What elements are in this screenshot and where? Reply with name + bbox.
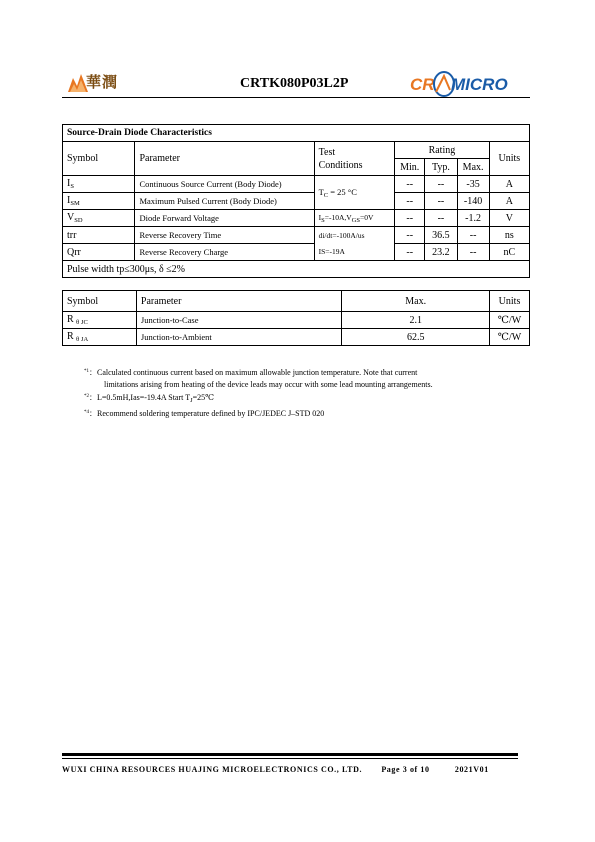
company-logo-right bbox=[406, 70, 510, 98]
condition-cell: $T_C = 25$ °C bbox=[314, 176, 395, 210]
footer-divider-thick bbox=[62, 753, 518, 756]
unit-cell: V bbox=[489, 210, 529, 227]
thermal-resistance-table bbox=[62, 290, 530, 346]
typ-cell: -- bbox=[425, 210, 457, 227]
symbol-header: Symbol bbox=[63, 142, 135, 176]
footnotes bbox=[84, 366, 514, 420]
max-cell: -- bbox=[457, 227, 489, 244]
pulse-width-note: Pulse width tp≤300μs, δ ≤2% bbox=[63, 261, 530, 278]
max-header: Max. bbox=[342, 291, 490, 312]
table-row bbox=[63, 312, 530, 329]
unit-cell: nC bbox=[489, 244, 529, 261]
units-header: Units bbox=[490, 291, 530, 312]
footer-company: WUXI CHINA RESOURCES HUAJING MICROELECTRONICS CO., LTD. bbox=[62, 765, 363, 774]
table-row bbox=[63, 329, 530, 346]
rating-header: Rating bbox=[395, 142, 490, 159]
typ-header: Typ. bbox=[425, 159, 457, 176]
units-header: Units bbox=[489, 142, 529, 176]
parameter-cell: Junction-to-Ambient bbox=[136, 329, 342, 346]
max-cell: -35 bbox=[457, 176, 489, 193]
min-cell: -- bbox=[395, 193, 425, 210]
company-logo-left bbox=[68, 70, 126, 96]
max-cell: 2.1 bbox=[342, 312, 490, 329]
min-cell: -- bbox=[395, 210, 425, 227]
max-cell: -- bbox=[457, 244, 489, 261]
typ-cell: 36.5 bbox=[425, 227, 457, 244]
logo-chinese-text: 華潤 bbox=[86, 75, 119, 91]
footer-page-number: Page 3 of 10 bbox=[381, 765, 430, 774]
footnote-4: $^{*4}$：Recommend soldering temperature defined by IPC/JEDEC J–STD 020 bbox=[84, 409, 325, 418]
test-conditions-header bbox=[314, 142, 395, 176]
min-cell: -- bbox=[395, 176, 425, 193]
parameter-header: Parameter bbox=[136, 291, 342, 312]
symbol-cell: $V_{SD}$ bbox=[63, 210, 135, 227]
document-title: CRTK080P03L2P bbox=[240, 76, 349, 91]
max-cell: -1.2 bbox=[457, 210, 489, 227]
parameter-header: Parameter bbox=[135, 142, 314, 176]
typ-cell: 23.2 bbox=[425, 244, 457, 261]
section-title: Source-Drain Diode Characteristics bbox=[63, 125, 530, 142]
logo-micro-text: MICRO bbox=[451, 75, 508, 94]
parameter-cell: Reverse Recovery Charge bbox=[135, 244, 314, 261]
max-cell: 62.5 bbox=[342, 329, 490, 346]
table-row bbox=[63, 176, 530, 193]
symbol-cell: R $_{\theta JC}$ bbox=[63, 312, 137, 329]
typ-cell: -- bbox=[425, 193, 457, 210]
symbol-cell: R $_{\theta JA}$ bbox=[63, 329, 137, 346]
table-row bbox=[63, 193, 530, 210]
unit-cell: ns bbox=[489, 227, 529, 244]
footer-version: 2021V01 bbox=[454, 765, 489, 774]
test-header-line2: Conditions bbox=[318, 159, 363, 171]
condition-cell: IS=-10A,VGS=0V bbox=[314, 210, 395, 227]
mountain-logo-icon bbox=[68, 70, 88, 94]
page-footer bbox=[62, 765, 518, 774]
footnote-2: $^{*2}$：L=0.5mH,Ias=-19.4A Start $T_J=25℃$ bbox=[84, 393, 215, 404]
parameter-cell: Continuous Source Current (Body Diode) bbox=[135, 176, 314, 193]
typ-cell: -- bbox=[425, 176, 457, 193]
symbol-cell: $I_{SM}$ bbox=[63, 193, 135, 210]
footnote-1: $^{*1}$：Calculated continuous current based on maximum allowable junction temperature. Note that current bbox=[84, 368, 418, 377]
unit-cell: ℃/W bbox=[490, 312, 530, 329]
symbol-cell: trr bbox=[63, 227, 135, 244]
header-divider bbox=[62, 97, 530, 98]
min-cell: -- bbox=[395, 244, 425, 261]
parameter-cell: Reverse Recovery Time bbox=[135, 227, 314, 244]
symbol-header: Symbol bbox=[63, 291, 137, 312]
condition-cell: di/dt=-100A/us IS=-19A bbox=[314, 227, 395, 261]
logo-cr-text: CR bbox=[410, 75, 435, 94]
max-cell: -140 bbox=[457, 193, 489, 210]
parameter-cell: Diode Forward Voltage bbox=[135, 210, 314, 227]
symbol-cell: $I_S$ bbox=[63, 176, 135, 193]
table-row bbox=[63, 227, 530, 244]
table-row bbox=[63, 244, 530, 261]
unit-cell: ℃/W bbox=[490, 329, 530, 346]
unit-cell: A bbox=[489, 176, 529, 193]
parameter-cell: Junction-to-Case bbox=[136, 312, 342, 329]
symbol-cell: Qrr bbox=[63, 244, 135, 261]
min-cell: -- bbox=[395, 227, 425, 244]
unit-cell: A bbox=[489, 193, 529, 210]
max-header: Max. bbox=[457, 159, 489, 176]
test-header-line1: Test bbox=[318, 146, 336, 158]
table-row bbox=[63, 210, 530, 227]
parameter-cell: Maximum Pulsed Current (Body Diode) bbox=[135, 193, 314, 210]
diode-characteristics-table bbox=[62, 124, 530, 278]
footnote-1-continued: limitations arising from heating of the device leads may occur with some lead mounting arrangements. bbox=[104, 380, 433, 389]
min-header: Min. bbox=[395, 159, 425, 176]
footer-divider-thin bbox=[62, 758, 518, 759]
